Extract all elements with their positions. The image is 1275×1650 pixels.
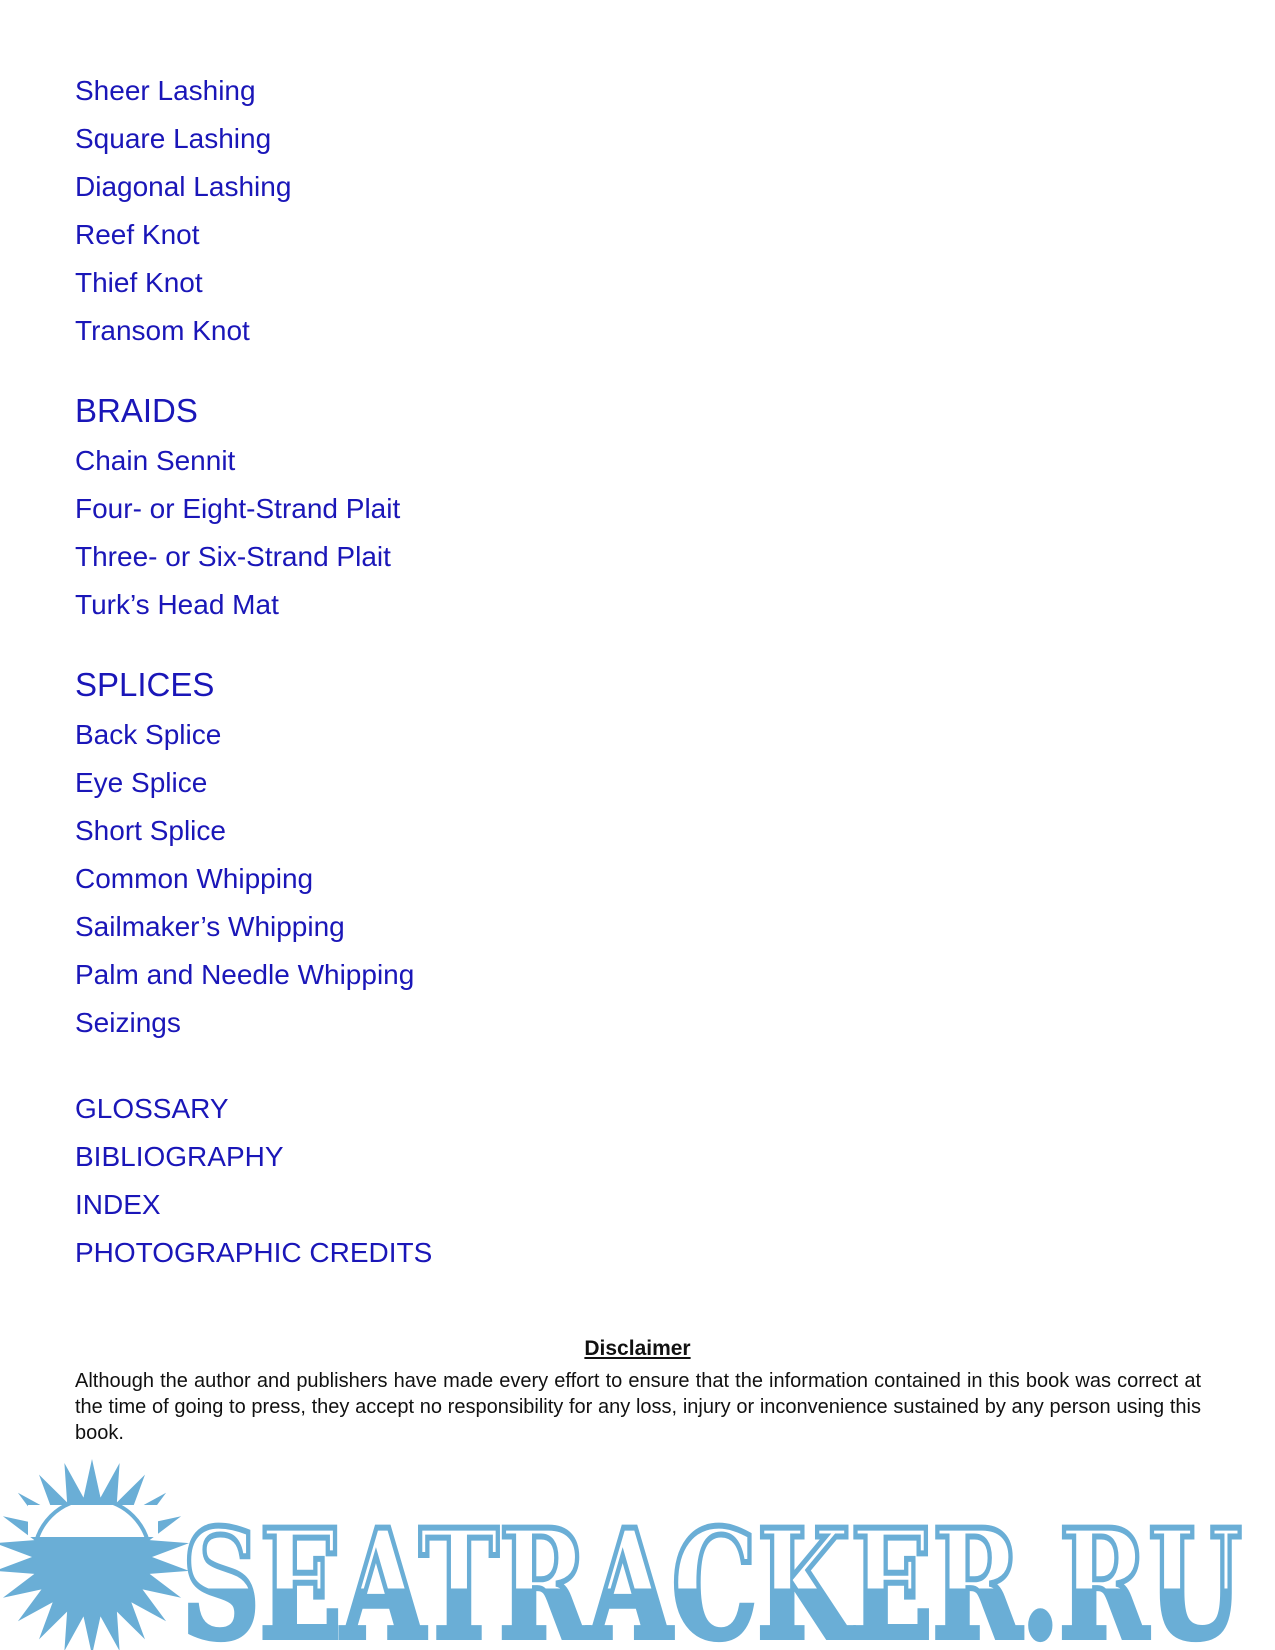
disclaimer-text: Although the author and publishers have made every effort to ensure that the information contained in this book was correct at the time of going to press, they accept no responsibility for any loss, injury or inconvenience sustained by any person using this book. bbox=[75, 1370, 1201, 1444]
toc-heading-braids[interactable]: BRAIDS bbox=[75, 392, 198, 429]
toc-link-turks-head-mat[interactable]: Turk’s Head Mat bbox=[75, 589, 279, 620]
toc-link-square-lashing[interactable]: Square Lashing bbox=[75, 123, 272, 154]
toc-link-four-eight-strand-plait[interactable]: Four- or Eight-Strand Plait bbox=[75, 493, 401, 524]
sun-burst-icon bbox=[0, 1459, 189, 1650]
toc-link-thief-knot[interactable]: Thief Knot bbox=[75, 267, 203, 298]
toc-link-sailmakers-whipping[interactable]: Sailmaker’s Whipping bbox=[75, 911, 345, 942]
toc-link-palm-needle-whipping[interactable]: Palm and Needle Whipping bbox=[75, 959, 415, 990]
toc-link-reef-knot[interactable]: Reef Knot bbox=[75, 219, 200, 250]
toc-link-photographic-credits[interactable]: PHOTOGRAPHIC CREDITS bbox=[75, 1237, 433, 1268]
toc-link-eye-splice[interactable]: Eye Splice bbox=[75, 767, 208, 798]
toc-link-glossary[interactable]: GLOSSARY bbox=[75, 1093, 229, 1124]
toc-link-back-splice[interactable]: Back Splice bbox=[75, 719, 222, 750]
toc-heading-splices[interactable]: SPLICES bbox=[75, 666, 215, 703]
toc-link-seizings[interactable]: Seizings bbox=[75, 1007, 181, 1038]
seatracker-watermark-logo bbox=[0, 1455, 1275, 1650]
toc-link-index[interactable]: INDEX bbox=[75, 1189, 161, 1220]
toc-link-bibliography[interactable]: BIBLIOGRAPHY bbox=[75, 1141, 284, 1172]
toc-link-chain-sennit[interactable]: Chain Sennit bbox=[75, 445, 236, 476]
toc-link-diagonal-lashing[interactable]: Diagonal Lashing bbox=[75, 171, 292, 202]
disclaimer-title: Disclaimer bbox=[584, 1337, 691, 1360]
watermark-text: SEATRACKER.RU bbox=[182, 1497, 1242, 1650]
toc-link-sheer-lashing[interactable]: Sheer Lashing bbox=[75, 75, 256, 106]
toc-link-common-whipping[interactable]: Common Whipping bbox=[75, 863, 314, 894]
toc-link-short-splice[interactable]: Short Splice bbox=[75, 815, 226, 846]
toc-link-transom-knot[interactable]: Transom Knot bbox=[75, 315, 250, 346]
toc-link-three-six-strand-plait[interactable]: Three- or Six-Strand Plait bbox=[75, 541, 391, 572]
